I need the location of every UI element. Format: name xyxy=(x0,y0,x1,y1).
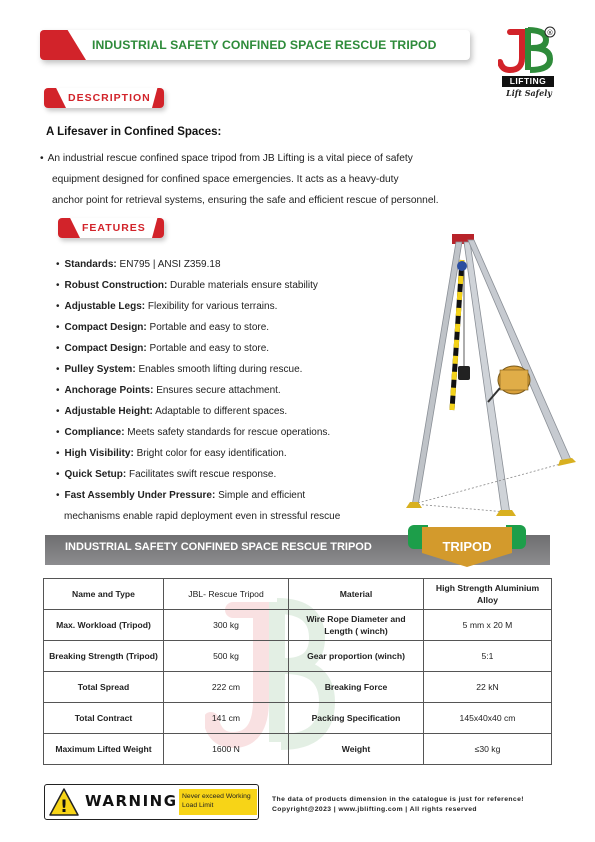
feature-value: Meets safety standards for rescue operations. xyxy=(124,427,331,438)
feature-bullet: • xyxy=(56,343,60,354)
feature-item xyxy=(56,401,416,422)
features-label-pill xyxy=(58,218,164,238)
table-cell: 1600 N xyxy=(164,734,289,765)
feature-key: Standards: xyxy=(64,259,117,270)
description-line: anchor point for retrieval systems, ensuring the safe and efficient rescue of personnel. xyxy=(52,195,439,206)
feature-bullet: • xyxy=(56,406,60,417)
feature-key: Anchorage Points: xyxy=(64,385,154,396)
ground-chain xyxy=(414,462,568,512)
feature-bullet: • xyxy=(56,364,60,375)
feature-key: Pulley System: xyxy=(64,364,136,375)
feature-value: Ensures secure attachment. xyxy=(153,385,281,396)
table-cell: JBL- Rescue Tripod xyxy=(164,579,289,610)
description-label: DESCRIPTION xyxy=(68,92,151,104)
table-cell: Weight xyxy=(289,734,424,765)
table-cell: 5:1 xyxy=(424,641,552,672)
feature-key: Robust Construction: xyxy=(64,280,168,291)
warning-box xyxy=(44,784,259,820)
table-cell: Packing Specification xyxy=(289,703,424,734)
jb-logo-icon xyxy=(498,24,558,76)
feature-key: Compact Design: xyxy=(64,322,147,333)
description-heading: A Lifesaver in Confined Spaces: xyxy=(46,126,222,138)
table-cell: Wire Rope Diameter and Length ( winch) xyxy=(289,610,424,641)
feature-item xyxy=(56,380,416,401)
table-cell: 500 kg xyxy=(164,641,289,672)
rescue-tripod-image xyxy=(392,230,582,520)
footer-copyright: Copyright@2023 | www.jblifting.com | All rights reserved xyxy=(272,806,477,813)
table-cell: Maximum Lifted Weight xyxy=(44,734,164,765)
table-cell: 300 kg xyxy=(164,610,289,641)
feature-item xyxy=(56,464,416,485)
feature-key: Fast Assembly Under Pressure: xyxy=(64,490,216,501)
page-title: INDUSTRIAL SAFETY CONFINED SPACE RESCUE TRIPOD xyxy=(92,38,437,52)
table-row xyxy=(44,703,552,734)
feature-bullet: • xyxy=(56,280,60,291)
description-line: An industrial rescue confined space tripod from JB Lifting is a vital piece of safety xyxy=(47,153,413,164)
table-cell: Name and Type xyxy=(44,579,164,610)
feature-item xyxy=(56,485,416,506)
table-cell: Max. Workload (Tripod) xyxy=(44,610,164,641)
description-line: equipment designed for confined space emergencies. It acts as a heavy-duty xyxy=(52,174,399,185)
logo-tagline: Lift Safely xyxy=(506,88,552,98)
table-cell: Breaking Strength (Tripod) xyxy=(44,641,164,672)
footer-disclaimer: The data of products dimension in the catalogue is just for reference! xyxy=(272,796,524,803)
pill-red-end xyxy=(152,88,164,108)
table-row xyxy=(44,734,552,765)
feature-continuation: mechanisms enable rapid deployment even in stressful rescue xyxy=(64,511,341,522)
footer xyxy=(272,795,562,815)
feature-item xyxy=(56,338,416,359)
table-cell: High Strength Aluminium Alloy xyxy=(424,579,552,610)
feature-bullet: • xyxy=(56,301,60,312)
table-row xyxy=(44,610,552,641)
table-cell: Breaking Force xyxy=(289,672,424,703)
feature-item xyxy=(56,275,416,296)
feature-value: EN795 | ANSI Z359.18 xyxy=(116,259,221,270)
feature-bullet: • xyxy=(56,427,60,438)
table-cell: Total Contract xyxy=(44,703,164,734)
feature-value: Enables smooth lifting during rescue. xyxy=(135,364,303,375)
table-cell: Gear proportion (winch) xyxy=(289,641,424,672)
feature-item xyxy=(56,443,416,464)
feature-item xyxy=(56,296,416,317)
feature-value: Flexibility for various terrains. xyxy=(145,301,278,312)
tripod-foot xyxy=(406,502,422,508)
feature-value: Simple and efficient xyxy=(215,490,306,501)
table-cell: 22 kN xyxy=(424,672,552,703)
tripod-foot xyxy=(558,458,576,466)
feature-bullet: • xyxy=(56,259,60,270)
feature-item xyxy=(56,422,416,443)
logo-brand-word: LIFTING xyxy=(502,76,554,87)
table-cell: ≤30 kg xyxy=(424,734,552,765)
feature-value: Adaptable to different spaces. xyxy=(152,406,288,417)
feature-key: Quick Setup: xyxy=(64,469,127,480)
tripod-foot xyxy=(496,510,516,516)
feature-key: Adjustable Height: xyxy=(64,406,153,417)
hook-block xyxy=(458,366,470,380)
table-cell: Material xyxy=(289,579,424,610)
svg-text:®: ® xyxy=(546,29,554,37)
feature-value: Durable materials ensure stability xyxy=(167,280,318,291)
feature-key: High Visibility: xyxy=(64,448,134,459)
pill-red-accent xyxy=(44,88,66,108)
table-cell: 5 mm x 20 M xyxy=(424,610,552,641)
table-cell: 222 cm xyxy=(164,672,289,703)
pulley-wheel xyxy=(457,261,467,271)
feature-item xyxy=(56,254,416,275)
warning-word: WARNING xyxy=(85,792,178,810)
warning-triangle-icon xyxy=(49,788,79,816)
warning-note: Never exceed Working Load Limit xyxy=(179,789,257,815)
jb-lifting-logo xyxy=(498,24,558,102)
description-paragraph xyxy=(40,148,540,211)
spec-section-title: INDUSTRIAL SAFETY CONFINED SPACE RESCUE TRIPOD xyxy=(65,541,372,553)
warning-symbol: ! xyxy=(60,797,68,816)
feature-value: Bright color for easy identification. xyxy=(133,448,287,459)
table-row xyxy=(44,672,552,703)
feature-value: Facilitates swift rescue response. xyxy=(126,469,277,480)
table-cell: 145x40x40 cm xyxy=(424,703,552,734)
badge-label: TRIPOD xyxy=(442,539,492,554)
table-cell: Total Spread xyxy=(44,672,164,703)
feature-bullet: • xyxy=(56,322,60,333)
feature-bullet: • xyxy=(56,490,60,501)
table-row xyxy=(44,641,552,672)
feature-value: Portable and easy to store. xyxy=(146,322,270,333)
winch xyxy=(488,366,530,402)
tripod-badge xyxy=(408,525,526,570)
feature-bullet: • xyxy=(56,385,60,396)
feature-item xyxy=(56,359,416,380)
features-list xyxy=(56,254,416,527)
description-label-pill xyxy=(44,88,164,108)
pill-red-end xyxy=(152,218,164,238)
features-label: FEATURES xyxy=(82,222,146,234)
table-row xyxy=(44,579,552,610)
pill-red-accent xyxy=(58,218,80,238)
feature-bullet: • xyxy=(56,448,60,459)
feature-item xyxy=(56,317,416,338)
feature-value: Portable and easy to store. xyxy=(146,343,270,354)
spec-table xyxy=(43,578,552,765)
feature-bullet: • xyxy=(56,469,60,480)
description-bullet: • xyxy=(40,153,44,164)
feature-key: Adjustable Legs: xyxy=(64,301,146,312)
header-title-bar xyxy=(40,30,470,60)
feature-key: Compact Design: xyxy=(64,343,147,354)
title-red-accent xyxy=(40,30,86,60)
feature-key: Compliance: xyxy=(64,427,125,438)
table-cell: 141 cm xyxy=(164,703,289,734)
